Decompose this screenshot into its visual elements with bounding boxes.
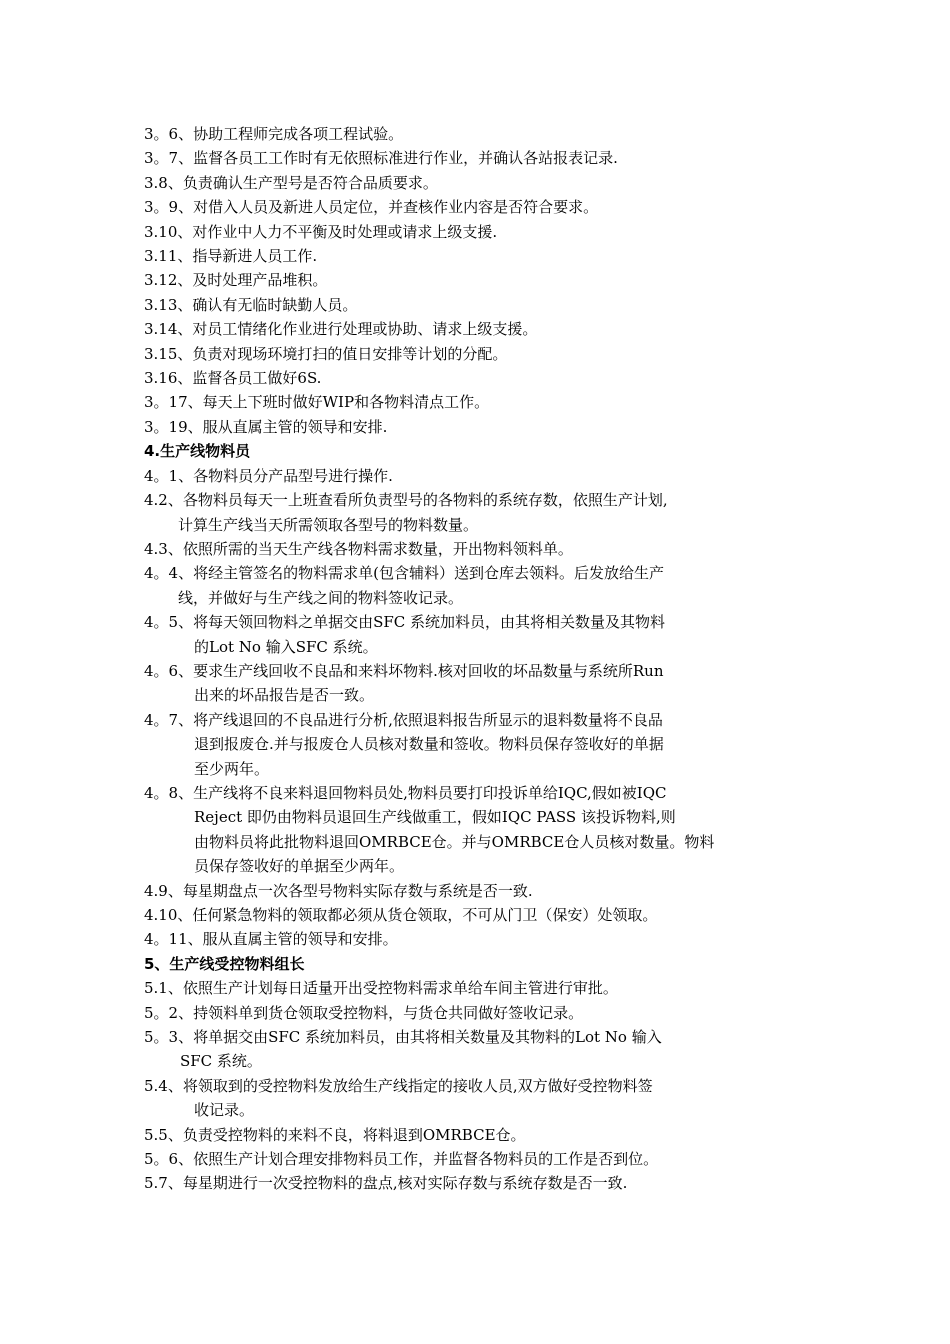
list-item (144, 1074, 816, 1123)
list-item (144, 1147, 816, 1171)
list-item: 3.14、对员工情绪化作业进行处理或协助、请求上级支援。 (144, 320, 538, 339)
list-item (144, 1123, 816, 1147)
list-item: 3.12、及时处理产品堆积。 (144, 271, 328, 290)
list-item-first-line: 4。7、将产线退回的不良品进行分析,依照退料报告所显示的退料数量将不良品 (144, 710, 663, 729)
list-item-continuation: 员保存签收好的单据至少两年。 (194, 857, 405, 876)
list-item-continuation: 出来的坏品报告是否一致。 (194, 686, 375, 705)
list-item-continuation: 线，并做好与生产线之间的物料签收记录。 (178, 588, 464, 607)
list-item (144, 708, 816, 781)
list-item-continuation: 的Lot No 输入SFC 系统。 (194, 637, 378, 656)
list-item-continuation: Reject 即仍由物料员退回生产线做重工，假如IQC PASS 该投诉物料,则 (194, 808, 676, 827)
list-item-first-line: 5。2、持领料单到货仓领取受控物料，与货仓共同做好签收记录。 (144, 1003, 584, 1022)
list-item-continuation: 退到报废仓.并与报废仓人员核对数量和签收。物料员保存签收好的单据 (194, 735, 664, 754)
list-item-first-line: 5.4、将领取到的受控物料发放给生产线指定的接收人员,双方做好受控物料签 (144, 1076, 653, 1095)
list-item-first-line: 5.1、依照生产计划每日适量开出受控物料需求单给车间主管进行审批。 (144, 979, 618, 998)
list-item (144, 781, 816, 879)
list-item (144, 903, 816, 927)
section-heading-controlled-material-leader: 5、生产线受控物料组长 (144, 954, 305, 973)
list-item-first-line: 4.9、每星期盘点一次各型号物料实际存数与系统是否一致. (144, 881, 533, 900)
list-item-first-line: 4。8、生产线将不良来料退回物料员处,物料员要打印投诉单给IQC,假如被IQC (144, 783, 667, 802)
list-item-first-line: 4.2、各物料员每天一上班查看所负责型号的各物料的系统存数，依照生产计划, (144, 491, 668, 510)
list-item-first-line: 4。6、要求生产线回收不良品和来料坏物料.核对回收的坏品数量与系统所Run (144, 661, 664, 680)
list-item: 3.10、对作业中人力不平衡及时处理或请求上级支援. (144, 222, 498, 241)
list-item: 3.11、指导新进人员工作. (144, 247, 318, 266)
list-item: 3。17、每天上下班时做好WIP和各物料清点工作。 (144, 393, 490, 412)
list-item-first-line: 4.3、依照所需的当天生产线各物料需求数量，开出物料领料单。 (144, 539, 573, 558)
list-item: 3.16、监督各员工做好6S. (144, 369, 322, 388)
list-item (144, 1025, 816, 1074)
list-item (144, 879, 816, 903)
list-item (144, 610, 816, 659)
list-item-first-line: 4。1、各物料员分产品型号进行操作. (144, 466, 393, 485)
list-item: 3.13、确认有无临时缺勤人员。 (144, 295, 358, 314)
list-item-first-line: 4.10、任何紧急物料的领取都必须从货仓领取，不可从门卫（保安）处领取。 (144, 906, 658, 924)
list-item-continuation: 由物料员将此批物料退回OMRBCE仓。并与OMRBCE仓人员核对数量。物料 (194, 832, 715, 851)
list-item: 3.15、负责对现场环境打扫的值日安排等计划的分配。 (144, 344, 508, 363)
list-item (144, 561, 816, 610)
list-item-first-line: 5.5、负责受控物料的来料不良，将料退到OMRBCE仓。 (144, 1125, 526, 1144)
list-item (144, 464, 816, 488)
list-item (144, 927, 816, 951)
list-item: 3。6、协助工程师完成各项工程试验。 (144, 125, 404, 143)
list-item-first-line: 4。5、将每天领回物料之单据交由SFC 系统加料员，由其将相关数量及其物料 (144, 613, 666, 632)
list-item: 3。9、对借入人员及新进人员定位，并查核作业内容是否符合要求。 (144, 198, 599, 217)
list-item (144, 1171, 816, 1195)
document-body (144, 122, 816, 1196)
list-item: 3。7、监督各员工工作时有无依照标准进行作业，并确认各站报表记录. (144, 149, 618, 168)
list-item-first-line: 5。3、将单据交由SFC 系统加料员，由其将相关数量及其物料的Lot No 输入 (144, 1028, 662, 1047)
list-item-first-line: 4。11、服从直属主管的领导和安排。 (144, 930, 398, 949)
list-item-continuation: SFC 系统。 (180, 1052, 262, 1071)
list-item (144, 537, 816, 561)
section-heading-material-clerk: 4.生产线物料员 (144, 442, 251, 461)
list-item-continuation: 计算生产线当天所需领取各型号的物料数量。 (178, 515, 479, 534)
list-item-continuation: 至少两年。 (194, 759, 270, 778)
list-item-first-line: 4。4、将经主管签名的物料需求单(包含辅料）送到仓库去领料。后发放给生产 (144, 564, 664, 583)
list-item-first-line: 5。6、依照生产计划合理安排物料员工作，并监督各物料员的工作是否到位。 (144, 1150, 659, 1169)
list-item-continuation: 收记录。 (194, 1101, 255, 1120)
list-item (144, 1001, 816, 1025)
list-item: 3.8、负责确认生产型号是否符合品质要求。 (144, 173, 438, 192)
list-item-first-line: 5.7、每星期进行一次受控物料的盘点,核对实际存数与系统存数是否一致. (144, 1174, 628, 1193)
list-item (144, 488, 816, 537)
list-item (144, 659, 816, 708)
list-item: 3。19、服从直属主管的领导和安排. (144, 417, 388, 436)
list-item (144, 976, 816, 1000)
